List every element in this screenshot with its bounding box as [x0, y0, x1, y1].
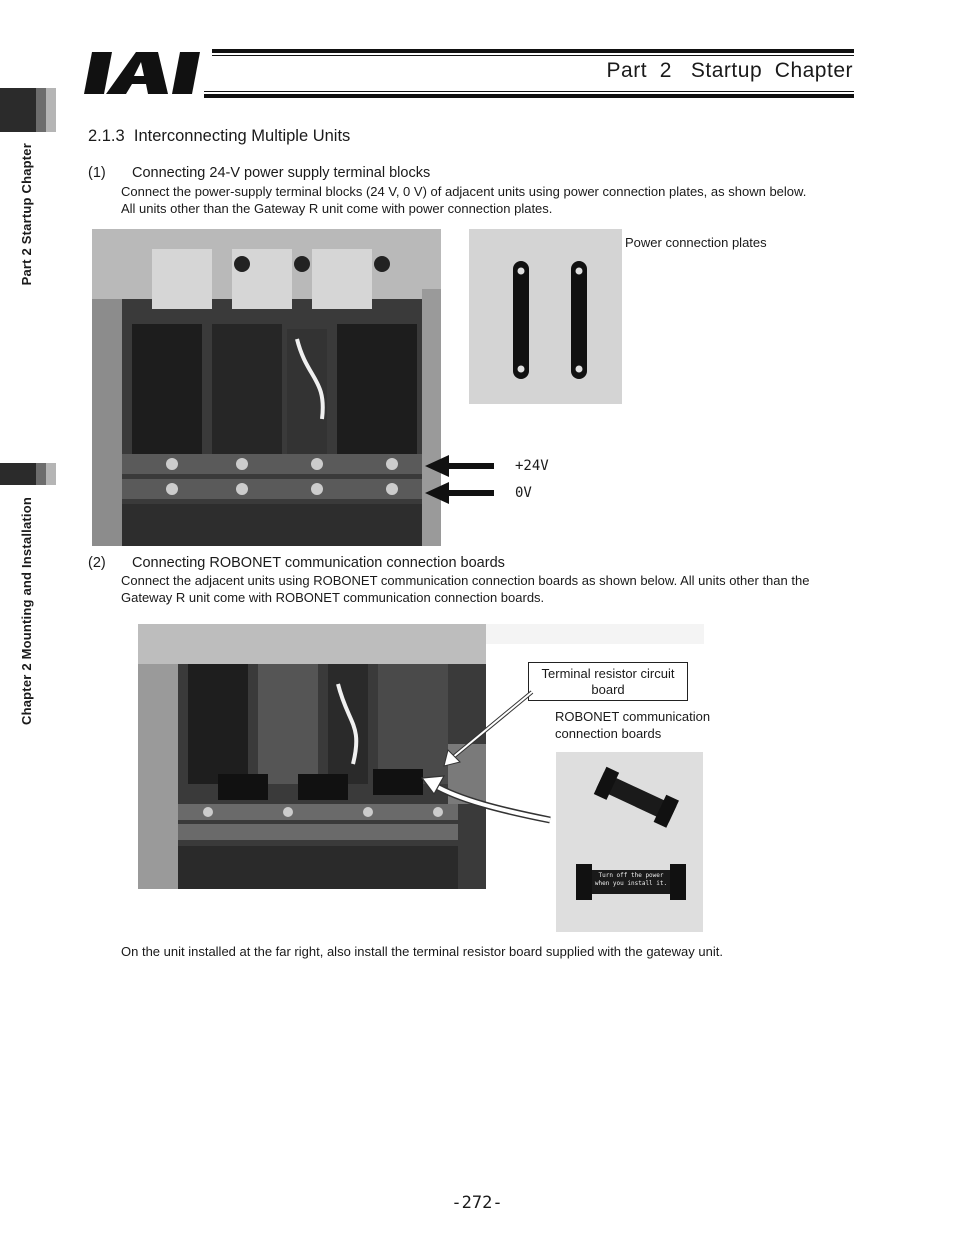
power-plates-photo: [469, 229, 622, 404]
board-print-line-1: Turn off the power: [598, 872, 664, 879]
chapter-tab-marker: [46, 463, 56, 485]
plus-24v-label: +24V: [515, 458, 549, 474]
power-terminal-photo: [92, 229, 441, 546]
chapter-tab-marker: [0, 463, 36, 485]
terminal-resistor-callout: Terminal resistor circuit board: [528, 662, 688, 701]
photo-fade: [486, 624, 704, 644]
chapter-tab-marker: [36, 463, 46, 485]
callout-arrows: [410, 690, 555, 825]
robonet-boards-label-line-1: ROBONET communication: [555, 709, 711, 724]
step-2-line-1: Connect the adjacent units using ROBONET communication connection boards as shown below. All units other than the: [121, 573, 810, 588]
voltage-arrows: [425, 455, 500, 505]
header-rule: [204, 91, 854, 92]
iai-logo: [84, 48, 206, 98]
zero-v-label: 0V: [515, 485, 532, 501]
part-title: Part 2 Startup Chapter: [606, 59, 853, 82]
step-2-note: On the unit installed at the far right, also install the terminal resistor board supplied with the gateway unit.: [121, 944, 723, 959]
header-rule: [212, 49, 854, 53]
board-printed-text: [592, 872, 670, 888]
chapter-tab-marker: [0, 88, 36, 132]
step-1-number: (1): [88, 165, 106, 181]
chapter-tab-marker: [36, 88, 46, 132]
robonet-boards-label-line-2: connection boards: [555, 726, 662, 741]
robonet-boards-label: [555, 708, 710, 742]
step-2-text: [121, 572, 881, 606]
step-1-line-2: All units other than the Gateway R unit come with power connection plates.: [121, 201, 553, 216]
step-2-line-2: Gateway R unit come with ROBONET communication connection boards.: [121, 590, 545, 605]
board-print-line-2: when you install it.: [594, 880, 668, 887]
step-1-text: [121, 183, 881, 217]
step-1-title: Connecting 24-V power supply terminal blocks: [132, 165, 431, 181]
side-label-part: Part 2 Startup Chapter: [19, 143, 34, 286]
step-1-line-1: Connect the power-supply terminal blocks (24 V, 0 V) of adjacent units using power connection plates, as shown below.: [121, 184, 807, 199]
chapter-tab-marker: [46, 88, 56, 132]
section-title: 2.1.3 Interconnecting Multiple Units: [88, 127, 351, 145]
side-label-chapter: Chapter 2 Mounting and Installation: [19, 497, 34, 725]
step-2-title: Connecting ROBONET communication connection boards: [132, 555, 505, 571]
power-plates-label: Power connection plates: [625, 235, 767, 250]
header-rule: [204, 94, 854, 98]
page-number: -272-: [451, 1193, 503, 1213]
header-rule: [212, 55, 854, 56]
step-2-number: (2): [88, 555, 106, 571]
robonet-boards-photo: [556, 752, 703, 932]
